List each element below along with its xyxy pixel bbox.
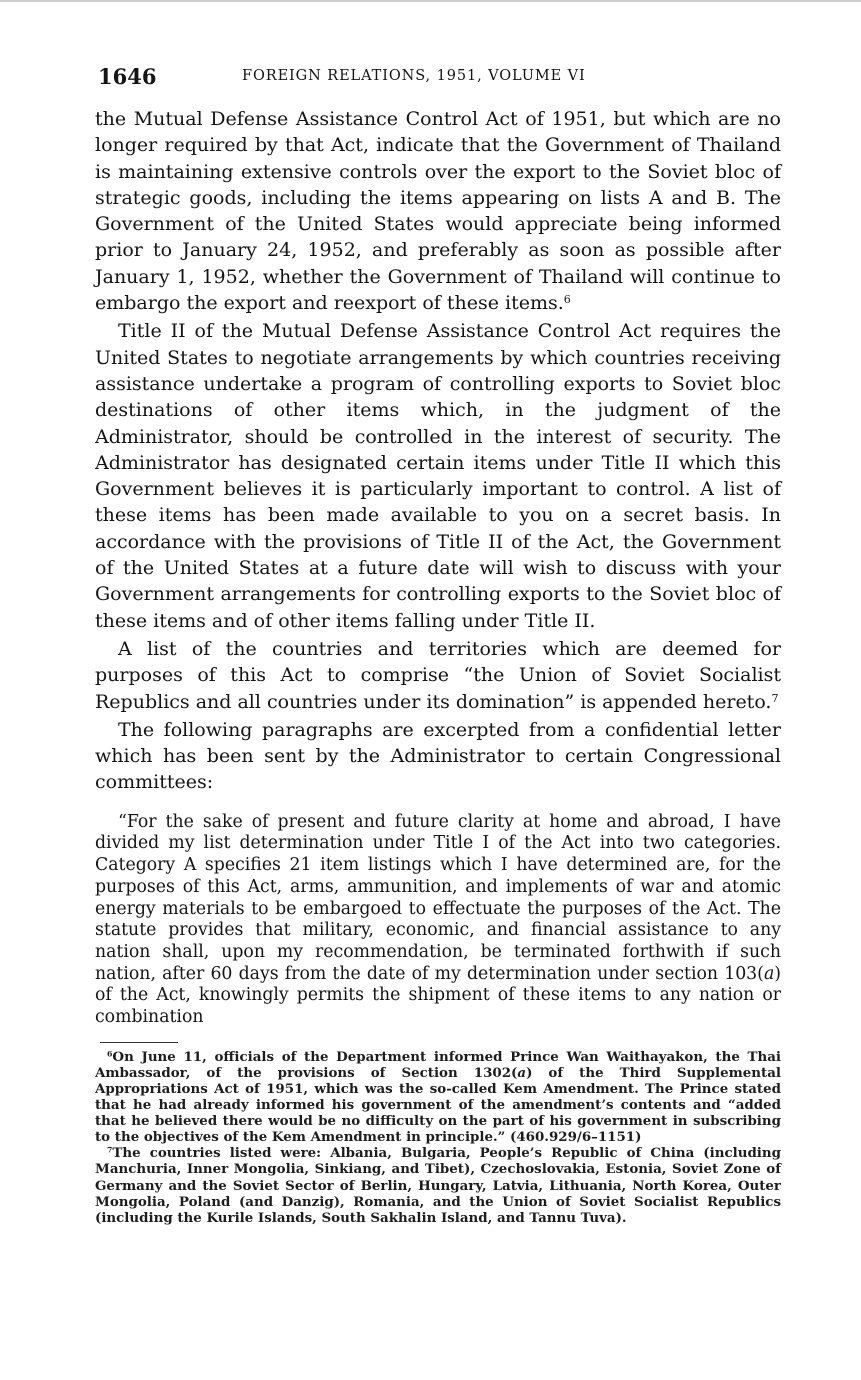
paragraph-1-text: the Mutual Defense Assistance Control Act of 1951, but which are no longer required by that Act, indicate that the Government of Thailand is maintaining extensive controls over the export to the Soviet bloc of strategic goods, including the items appearing on lists A and B. The Government of the United States would appreciate being informed prior to January 24, 1952, and preferably as soon as possible after January 1, 1952, whether the Government of Thailand will continue to embargo the export and reexport of these items. — [95, 108, 781, 315]
footnote-7 — [95, 1145, 781, 1225]
footnote-divider — [100, 1042, 178, 1043]
quote-italic-a: a — [763, 963, 775, 984]
footnote-ref-6: 6 — [563, 293, 571, 307]
paragraph-3 — [95, 636, 781, 715]
footnote-7-text: The countries listed were: Albania, Bulgaria, People’s Republic of China (including Manchuria, Inner Mongolia, Sinkiang, and Tibet), Czechoslovakia, Estonia, Soviet Zone of Germany and the Soviet Sector of Berlin, Hungary, Latvia, Lithuania, North Korea, Outer Mongolia, Poland (and Danzig), Romania, and the Union of Soviet Socialist Republics (including the Kurile Islands, South Sakhalin Island, and Tannu Tuva). — [95, 1145, 781, 1226]
paragraph-1 — [95, 106, 781, 316]
footnote-6-italic-a: a — [517, 1064, 527, 1081]
quote-text-start: “For the sake of present and future clarity at home and abroad, I have divided my list determination under Title I of the Act into two categories. Category A specifies 21 item listings which I have determined are, for the purposes of this Act, arms, ammunition, and implements of war and atomic energy materials to be embargoed to effectuate the purposes of the Act. The statute provides that military, economic, and financial assistance to any nation shall, upon my recommendation, be terminated forthwith if such nation, after 60 days from the date of my determination under section 103( — [95, 811, 781, 984]
block-quote — [95, 812, 781, 1029]
footnote-6 — [95, 1049, 781, 1146]
footnotes — [95, 1049, 781, 1226]
document-page — [95, 62, 781, 1226]
page-header — [95, 62, 781, 106]
page-number: 1646 — [98, 64, 157, 89]
footnote-6-text-start: On June 11, officials of the Department informed Prince Wan Waithayakon, the Thai Ambassador, of the provisions of Section 1302( — [95, 1048, 781, 1081]
body-text — [95, 106, 781, 796]
paragraph-4: The following paragraphs are excerpted from a confidential letter which has been sent by the Administrator to certain Congressional committees: — [95, 718, 781, 794]
footnote-ref-7: 7 — [771, 691, 779, 705]
footnote-6-text-end: ) of the Third Supplemental Appropriations Act of 1951, which was the so-called Kem Amendment. The Prince stated that he had already informed his government of the amendment’s contents and “added that he believed there would be no difficulty on the part of his government in subscribing to the objectives of the Kem Amendment in principle.” (460.929/6–1151) — [95, 1064, 781, 1146]
paragraph-2: Title II of the Mutual Defense Assistance Control Act requires the United States to negotiate arrangements by which countries receiving assistance undertake a program of controlling exports to Soviet bloc destinations of other items which, in the judgment of the Administrator, should be controlled in the interest of security. The Administrator has designated certain items under Title II which this Government believes it is particularly important to control. A list of these items has been made available to you on a secret basis. In accordance with the provisions of Title II of the Act, the Government of the United States at a future date will wish to discuss with your Government arrangements for controlling exports to the Soviet bloc of these items and of other items falling under Title II. — [95, 320, 781, 632]
footnote-6-marker: 6 — [107, 1049, 113, 1059]
footnote-7-marker: 7 — [107, 1146, 113, 1156]
page-top-edge — [0, 0, 861, 2]
paragraph-3-text: A list of the countries and territories which are deemed for purposes of this Act to comprise “the Union of Soviet Socialist Republics and all countries under its domination” is appended hereto. — [95, 637, 781, 713]
running-title: FOREIGN RELATIONS, 1951, VOLUME VI — [242, 68, 586, 84]
quote-text-end: ) of the Act, knowingly permits the shipment of these items to any nation or combination — [95, 963, 781, 1028]
